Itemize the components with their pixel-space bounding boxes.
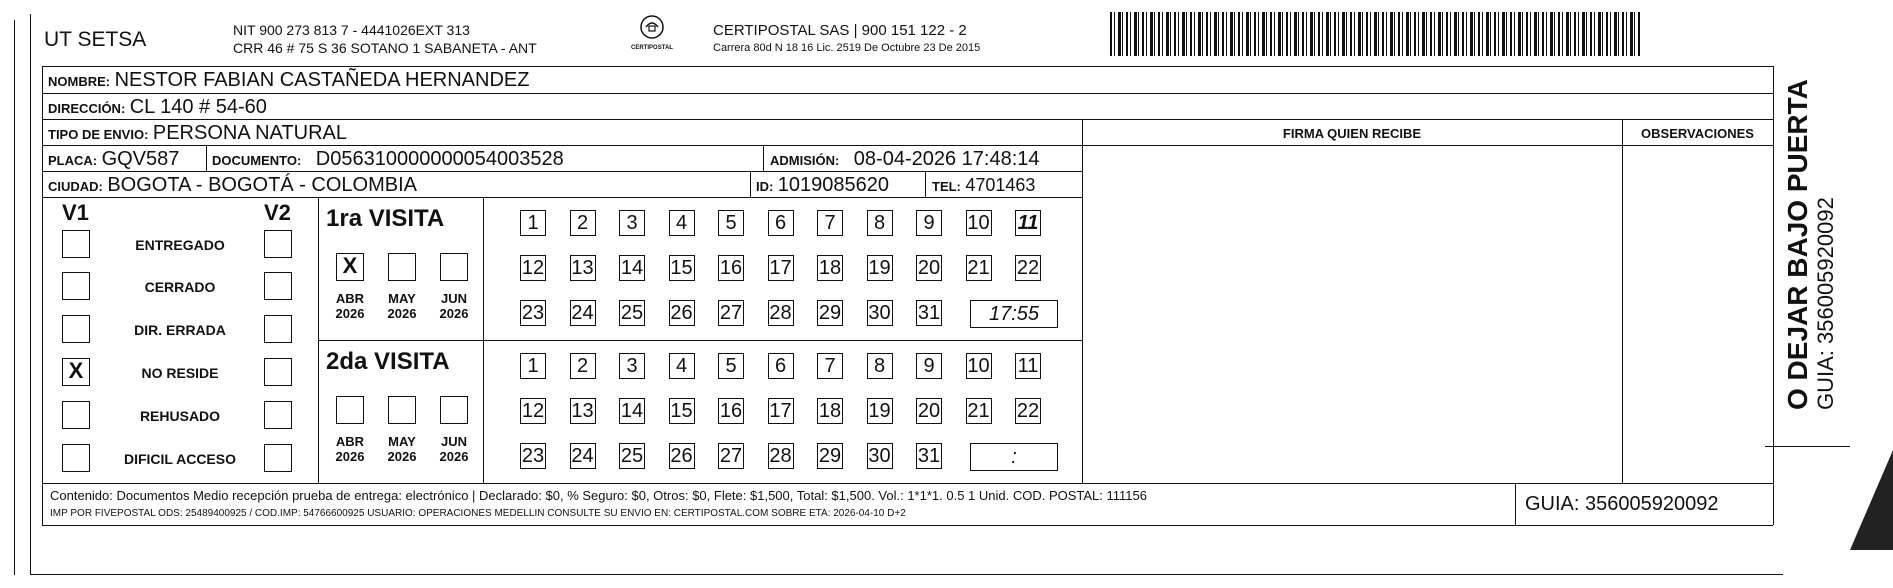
month-name: MAY [388,291,416,306]
day-box[interactable]: 25 [620,445,644,467]
day-box[interactable]: 20 [917,400,941,422]
tel-cell [932,175,1035,196]
ciudad-cell [48,174,417,197]
admision-label: ADMISIÓN: [770,153,840,168]
month-year: 2026 [335,306,365,321]
day-box[interactable]: 6 [768,210,794,236]
direccion-row [48,96,267,119]
direccion-label: DIRECCIÓN: [48,101,126,116]
nombre-label: NOMBRE: [48,74,111,89]
day-box[interactable]: 18 [818,400,842,422]
day-box[interactable]: 26 [670,302,693,324]
left-margin-line [14,20,15,575]
day-box[interactable]: 2 [570,210,596,236]
status-label: REHUSADO [139,408,221,424]
month-year: 2026 [387,449,417,464]
v1-checkbox[interactable]: X [62,358,90,386]
barcode [1110,12,1642,56]
observaciones-label: OBSERVACIONES [1641,126,1754,141]
day-box[interactable]: 1 [520,353,546,379]
month-year: 2026 [439,306,469,321]
admision-value: 08-04-2026 17:48:14 [853,148,1040,170]
grid-line [42,93,1773,94]
v1-label: V1 [62,200,89,225]
month-label [326,434,374,464]
month-label [326,291,374,321]
documento-label: DOCUMENTO: [212,153,302,168]
day-box[interactable]: 4 [669,210,695,236]
day-box[interactable]: 21 [967,400,990,422]
day-box[interactable]: 4 [669,353,695,379]
grid-line [42,66,43,525]
id-label: ID: [756,179,774,194]
day-box[interactable]: 30 [868,302,891,324]
day-box[interactable]: 23 [521,302,545,324]
grid-line [42,145,1773,146]
day-box[interactable]: 30 [868,445,891,467]
day-box[interactable]: 27 [719,302,743,324]
day-box[interactable]: 9 [916,210,942,236]
logo-text: CERTIPOSTAL [631,45,673,51]
firma-label: FIRMA QUIEN RECIBE [1282,126,1422,141]
status-label: DIR. ERRADA [134,322,226,338]
day-box[interactable]: 11 [1015,210,1041,236]
grid-line [318,340,1082,341]
edge-line [1765,446,1850,447]
contenido-line: Contenido: Documentos Medio recepción prueba de entrega: electrónico | Declarado: $0, % Seguro: $0, Otros: $0, Flete: $1,500, Total: $1,500. Vol.: 1*1*1. 0.5 1 Unid. COD. POSTAL: 111156 [50,488,1147,503]
day-box[interactable]: 31 [917,302,941,324]
day-box[interactable]: 7 [817,353,843,379]
month-checkbox[interactable] [388,253,416,281]
certipostal-logo-icon [637,14,667,40]
day-box[interactable]: 20 [917,257,941,279]
grid-line [1622,119,1623,483]
v2-label: V2 [264,200,291,225]
v1-checkbox[interactable] [62,315,90,343]
grid-line [42,483,1773,484]
time-box[interactable]: 17:55 [970,300,1058,328]
side-text [1782,10,1838,410]
nombre-value: NESTOR FABIAN CASTAÑEDA HERNANDEZ [114,69,530,91]
id-cell [756,174,889,197]
month-label [430,434,478,464]
v1-checkbox[interactable] [62,230,90,258]
day-box[interactable]: 16 [719,257,743,279]
day-box[interactable]: 24 [571,445,594,467]
day-box[interactable]: 28 [769,445,792,467]
day-box[interactable]: 12 [521,400,545,422]
tel-label: TEL: [932,179,961,194]
tipo-label: TIPO DE ENVIO: [48,127,149,142]
month-year: 2026 [335,449,365,464]
day-box[interactable]: 23 [521,445,545,467]
day-box[interactable]: 21 [967,257,990,279]
day-box[interactable]: 2 [570,353,596,379]
admision-cell [770,148,1040,171]
placa-cell [48,148,179,171]
month-checkbox[interactable]: X [336,253,364,281]
tel-value: 4701463 [965,175,1036,195]
nombre-row [48,69,529,92]
day-box[interactable]: 14 [620,400,644,422]
visit-title: 1ra VISITA [326,205,445,232]
grid-line [206,145,207,171]
month-name: JUN [440,291,467,306]
grid-line [42,171,1082,172]
day-box[interactable]: 1 [520,210,546,236]
day-box[interactable]: 31 [917,445,941,467]
day-box[interactable]: 22 [1016,400,1040,422]
day-box[interactable]: 27 [719,445,743,467]
grid-line [42,119,1773,120]
day-box[interactable]: 17 [769,257,792,279]
imp-line: IMP POR FIVEPOSTAL ODS: 25489400925 / COD.IMP: 54766600925 USUARIO: OPERACIONES MEDELLIN CONSULTE SU ENVIO EN: CERTIPOSTAL.COM SOBRE ETA: 2026-04-10 D+2 [50,508,906,519]
certipostal-line2: Carrera 80d N 18 16 Lic. 2519 De Octubre 23 De 2015 [713,42,981,54]
day-box[interactable]: 8 [867,353,893,379]
day-box[interactable]: 7 [817,210,843,236]
v2-checkbox[interactable] [264,444,292,472]
grid-line [42,525,1773,526]
v2-checkbox[interactable] [264,358,292,386]
grid-line [925,171,926,197]
month-name: MAY [388,434,416,449]
grid-line [42,197,1082,198]
day-box[interactable]: 18 [818,257,842,279]
month-checkbox[interactable] [388,396,416,424]
day-box[interactable]: 22 [1016,257,1040,279]
direccion-value: CL 140 # 54-60 [129,96,267,118]
day-box[interactable]: 19 [868,400,891,422]
v1-checkbox[interactable] [62,401,90,429]
month-checkbox[interactable] [440,396,468,424]
day-box[interactable]: 15 [670,257,693,279]
day-box[interactable]: 8 [867,210,893,236]
ciudad-label: CIUDAD: [48,179,103,194]
v2-checkbox[interactable] [264,401,292,429]
month-name: ABR [335,434,365,449]
v1-checkbox[interactable] [62,444,90,472]
day-box[interactable]: 13 [571,400,594,422]
day-box[interactable]: 25 [620,302,644,324]
v2-checkbox[interactable] [264,272,292,300]
status-label: DIFICIL ACCESO [123,451,236,467]
month-checkbox[interactable] [336,396,364,424]
month-name: ABR [335,291,365,306]
certipostal-line1: CERTIPOSTAL SAS | 900 151 122 - 2 [713,22,967,39]
grid-line [1082,119,1083,483]
month-year: 2026 [387,306,417,321]
grid-line [750,171,751,197]
day-box[interactable]: 29 [818,302,842,324]
day-box[interactable]: 17 [769,400,792,422]
day-box[interactable]: 29 [818,445,842,467]
address-line: CRR 46 # 75 S 36 SOTANO 1 SABANETA - ANT [233,40,537,56]
corner-fold [1850,450,1893,550]
grid-line [483,197,484,483]
v2-checkbox[interactable] [264,315,292,343]
day-box[interactable]: 5 [718,210,744,236]
grid-line [42,66,1773,67]
month-year: 2026 [439,449,469,464]
documento-value: D056310000000054003528 [315,148,564,170]
day-box[interactable]: 6 [768,353,794,379]
day-box[interactable]: 5 [718,353,744,379]
status-label: ENTREGADO [135,237,225,253]
status-label: CERRADO [144,279,216,295]
placa-label: PLACA: [48,153,98,168]
id-value: 1019085620 [777,174,890,196]
day-box[interactable]: 11 [1015,353,1041,379]
month-name: JUN [440,434,467,449]
day-box[interactable]: 19 [868,257,891,279]
nit-line: NIT 900 273 813 7 - 4441026EXT 313 [233,22,470,38]
month-checkbox[interactable] [440,253,468,281]
status-label: NO RESIDE [141,365,219,381]
documento-cell [212,148,564,171]
company-name: UT SETSA [44,28,147,51]
side-line2: GUIA: 356005920092 [1813,197,1838,410]
grid-line [318,197,319,483]
placa-value: GQV587 [101,148,180,170]
certipostal-logo [622,14,682,58]
tipo-value: PERSONA NATURAL [152,122,347,144]
side-line1: O DEJAR BAJO PUERTA [1782,79,1813,410]
day-box[interactable]: 28 [769,302,792,324]
day-box[interactable]: 15 [670,400,693,422]
day-box[interactable]: 14 [620,257,644,279]
grid-line [1773,66,1774,525]
month-label [378,434,426,464]
day-box[interactable]: 12 [521,257,545,279]
grid-line [763,145,764,171]
day-box[interactable]: 3 [619,353,645,379]
day-box[interactable]: 9 [916,353,942,379]
ciudad-value: BOGOTA - BOGOTÁ - COLOMBIA [107,174,418,196]
day-box[interactable]: 3 [619,210,645,236]
grid-line [1515,483,1516,525]
day-box[interactable]: 10 [967,212,990,234]
visit-title: 2da VISITA [326,348,450,375]
guia-box: GUIA: 356005920092 [1525,493,1719,515]
time-box[interactable]: : [970,443,1058,471]
day-box[interactable]: 16 [719,400,743,422]
month-label [430,291,478,321]
day-box[interactable]: 24 [571,302,594,324]
day-box[interactable]: 13 [571,257,594,279]
v1-checkbox[interactable] [62,272,90,300]
tipo-row [48,122,347,145]
month-label [378,291,426,321]
day-box[interactable]: 26 [670,445,693,467]
day-box[interactable]: 10 [967,355,990,377]
v2-checkbox[interactable] [264,230,292,258]
